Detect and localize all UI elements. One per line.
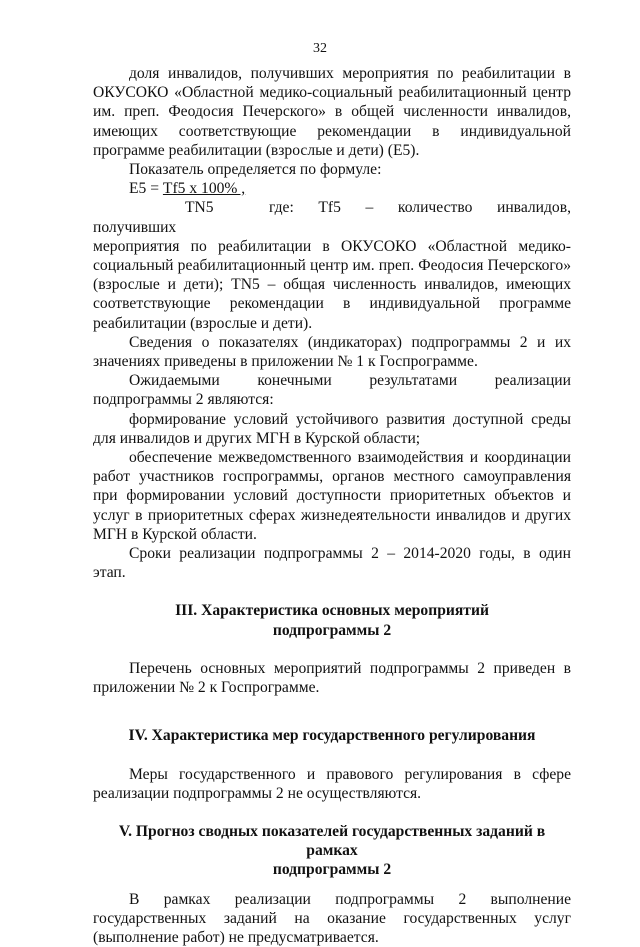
formula-line bbox=[129, 179, 571, 198]
formula-numerator: Tf5 х 100% , bbox=[162, 180, 246, 198]
section-3-heading-line2: подпрограммы 2 bbox=[272, 621, 392, 639]
timeline-paragraph: Сроки реализации подпрограммы 2 – 2014-2020 годы, в один этап. bbox=[93, 545, 571, 582]
result-item-1: формирование условий устойчивого развития доступной среды для инвалидов и других МГН в Курской области; bbox=[93, 410, 571, 447]
section-5-text: В рамках реализации подпрограммы 2 выполнение государственных заданий на оказание государственных услуг (выполнение работ) не предусматривается. bbox=[93, 890, 571, 946]
page-number: 32 bbox=[313, 41, 327, 56]
expected-results-intro: Ожидаемыми конечными результатами реализации подпрограммы 2 являются: bbox=[93, 372, 571, 409]
formula-denominator-row bbox=[93, 198, 571, 236]
section-5-heading-line1: V. Прогноз сводных показателей государственных заданий в рамках bbox=[118, 822, 546, 860]
formula-explanation: мероприятия по реабилитации в ОКУСОКО «Областной медико-социальный реабилитационный центр им. преп. Феодосия Печерского» (взрослые и дети); TN5 – общая численность инвалидов, имеющих соответствующие рекомендации в индивидуальной программе реабилитации (взрослые и дети). bbox=[93, 237, 571, 332]
section-4-text: Меры государственного и правового регулирования в сфере реализации подпрограммы 2 не осуществляются. bbox=[93, 765, 571, 802]
document-body bbox=[93, 64, 571, 947]
formula-intro: Показатель определяется по формуле: bbox=[129, 161, 382, 179]
formula-denominator: TN5 bbox=[185, 199, 214, 217]
section-3-heading-line1: III. Характеристика основных мероприятий bbox=[175, 602, 489, 620]
formula-explanation-first: где: Tf5 – количество инвалидов, получивших bbox=[93, 199, 571, 236]
section-4-heading: IV. Характеристика мер государственного регулирования bbox=[128, 727, 536, 745]
intro-paragraph: доля инвалидов, получивших мероприятия по реабилитации в ОКУСОКО «Областной медико-социальный реабилитационный центр им. преп. Феодосия Печерского» в общей численности инвалидов, имеющих соответствующие рекомендации в индивидуальной программе реабилитации (взрослые и дети) (Е5). bbox=[93, 65, 571, 159]
section-3-text: Перечень основных мероприятий подпрограммы 2 приведен в приложении № 2 к Госпрограмме. bbox=[93, 659, 571, 697]
formula-lhs: Е5 = bbox=[129, 180, 163, 198]
indicators-paragraph: Сведения о показателях (индикаторах) подпрограммы 2 и их значениях приведены в приложении № 1 к Госпрограмме. bbox=[93, 333, 571, 371]
result-item-2: обеспечение межведомственного взаимодействия и координации работ участников госпрограммы, органов местного самоуправления при формировании условий доступности приоритетных объектов и услуг в приоритетных сферах жизнедеятельности инвалидов и других МГН в Курской области. bbox=[93, 449, 571, 543]
section-3-heading bbox=[93, 601, 571, 639]
section-5-heading-line2: подпрограммы 2 bbox=[272, 861, 392, 879]
section-5-heading bbox=[93, 822, 571, 880]
